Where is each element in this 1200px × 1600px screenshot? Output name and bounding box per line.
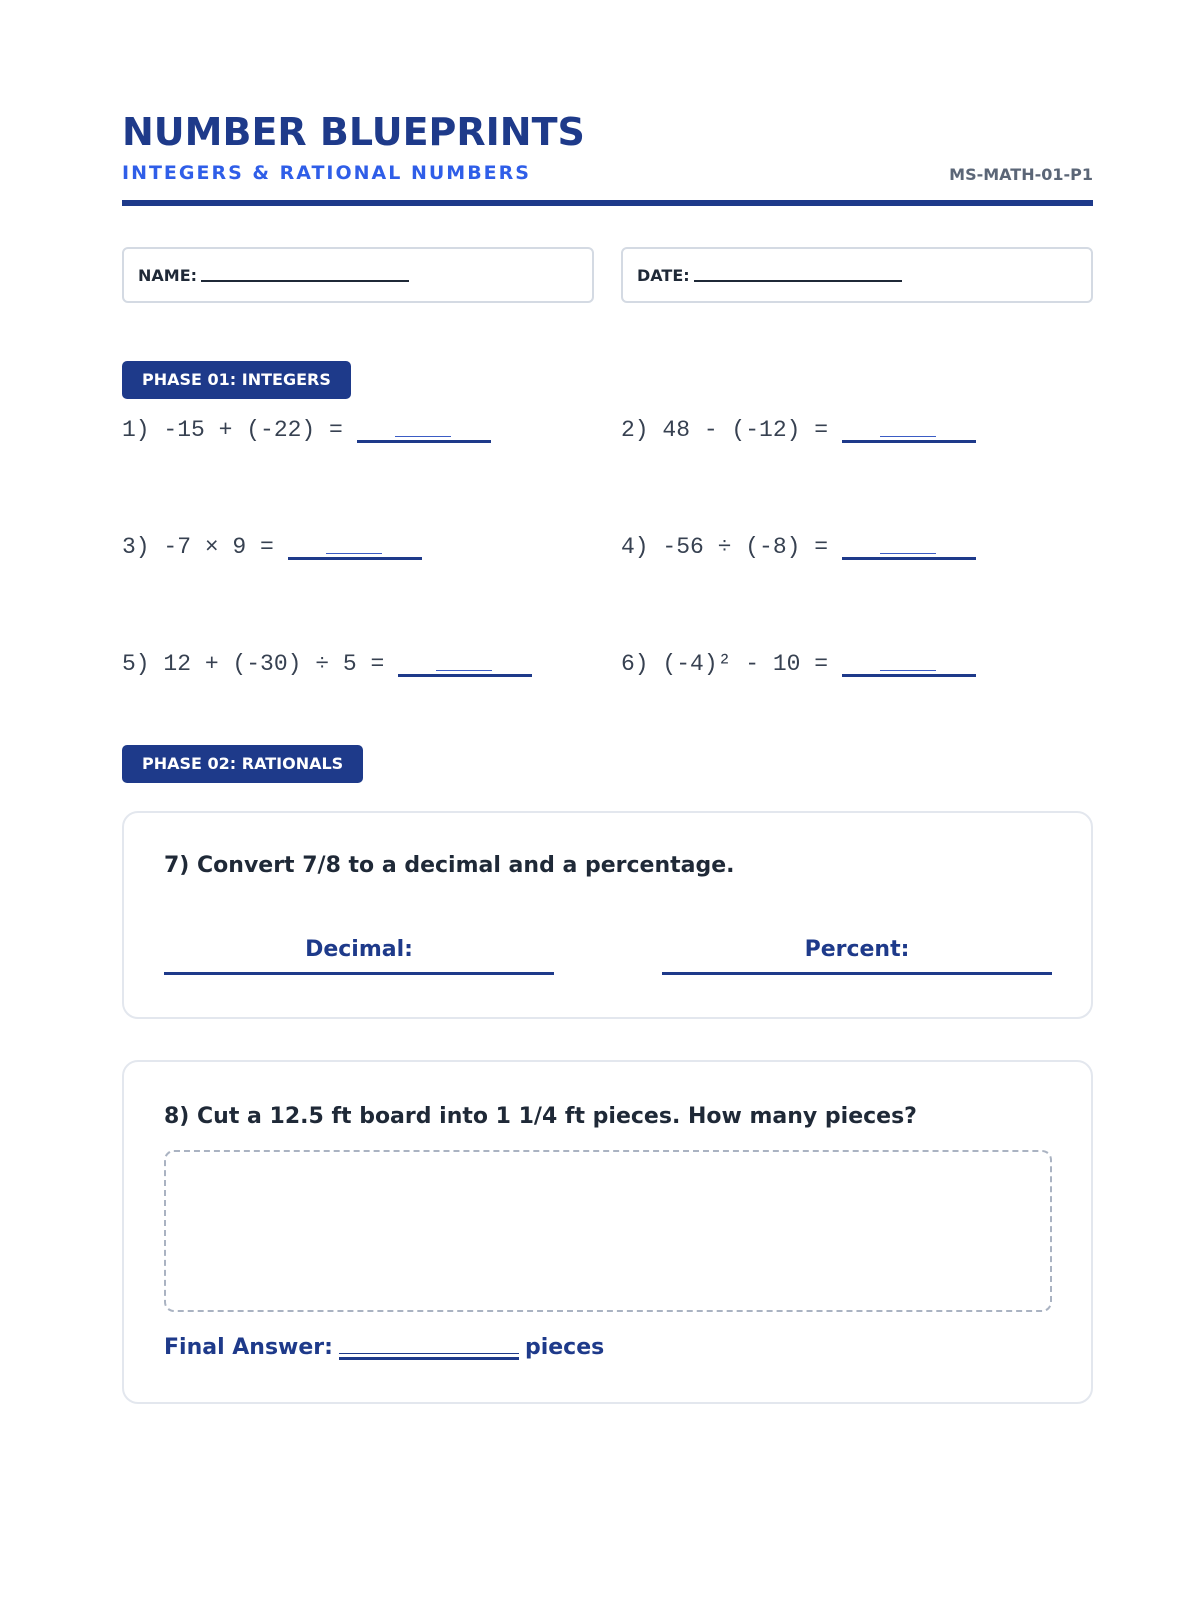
problem-4 — [621, 530, 976, 560]
document-code: MS-MATH-01-P1 — [949, 165, 1093, 184]
problem-6 — [621, 647, 976, 677]
phase-01-badge: PHASE 01: INTEGERS — [122, 361, 351, 399]
problem-3-answer-blank[interactable] — [288, 530, 422, 560]
problem-5-text: 5) 12 + (-30) ÷ 5 = — [122, 651, 385, 677]
problem-6-answer-blank[interactable] — [842, 647, 976, 677]
final-answer-unit: pieces — [524, 1335, 605, 1360]
question-7-card — [122, 811, 1093, 1019]
problem-1 — [122, 413, 491, 443]
page-title: NUMBER BLUEPRINTS — [122, 110, 585, 154]
final-answer-label: Final Answer: — [164, 1335, 333, 1360]
decimal-label: Decimal: — [305, 937, 413, 962]
worksheet-page — [122, 108, 1093, 1360]
problem-4-text: 4) -56 ÷ (-8) = — [621, 534, 829, 560]
decimal-answer-field[interactable] — [164, 931, 554, 975]
percent-answer-field[interactable] — [662, 931, 1052, 975]
problem-2 — [621, 413, 976, 443]
student-info-row — [122, 247, 1093, 303]
question-8-card — [122, 1060, 1093, 1404]
page-subtitle: INTEGERS & RATIONAL NUMBERS — [122, 162, 531, 184]
question-8-text: 8) Cut a 12.5 ft board into 1 1/4 ft pieces. How many pieces? — [164, 1104, 917, 1129]
name-label: NAME: — [138, 265, 198, 285]
date-field[interactable] — [621, 247, 1093, 303]
problem-5 — [122, 647, 532, 677]
problem-2-text: 2) 48 - (-12) = — [621, 417, 829, 443]
work-area[interactable] — [164, 1150, 1052, 1312]
worksheet-header — [122, 108, 1093, 206]
phase-02-badge: PHASE 02: RATIONALS — [122, 745, 363, 783]
percent-label: Percent: — [804, 937, 910, 962]
final-answer-row — [164, 1330, 604, 1360]
name-blank[interactable] — [201, 268, 409, 282]
problem-3-text: 3) -7 × 9 = — [122, 534, 274, 560]
date-label: DATE: — [637, 265, 690, 285]
question-7-text: 7) Convert 7/8 to a decimal and a percentage. — [164, 853, 735, 878]
name-field[interactable] — [122, 247, 594, 303]
problem-6-text: 6) (-4)² - 10 = — [621, 651, 829, 677]
problem-2-answer-blank[interactable] — [842, 413, 976, 443]
problem-4-answer-blank[interactable] — [842, 530, 976, 560]
problem-1-text: 1) -15 + (-22) = — [122, 417, 343, 443]
date-blank[interactable] — [694, 268, 902, 282]
problem-1-answer-blank[interactable] — [357, 413, 491, 443]
problem-3 — [122, 530, 422, 560]
problem-5-answer-blank[interactable] — [398, 647, 532, 677]
final-answer-blank[interactable] — [339, 1330, 519, 1360]
